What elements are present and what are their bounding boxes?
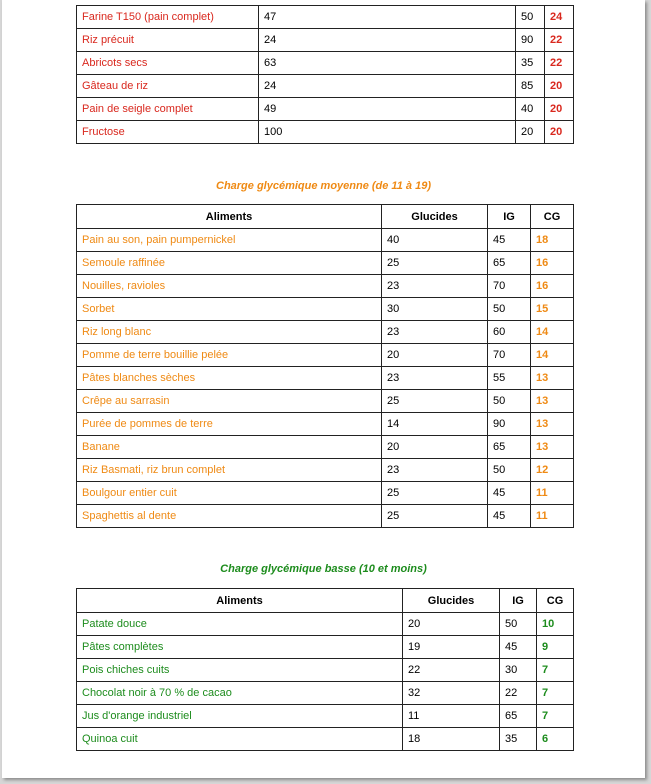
cell-glucides: 20 xyxy=(382,344,488,367)
table-row xyxy=(77,459,574,482)
cell-glucides: 25 xyxy=(382,390,488,413)
cell-ig: 50 xyxy=(488,298,531,321)
cell-cg: 7 xyxy=(537,705,574,728)
cell-glucides: 25 xyxy=(382,252,488,275)
cell-cg: 13 xyxy=(531,436,574,459)
cell-ig: 70 xyxy=(488,275,531,298)
table-row xyxy=(77,413,574,436)
cell-ig: 55 xyxy=(488,367,531,390)
table-row xyxy=(77,6,574,29)
high-gl-table xyxy=(76,5,574,144)
cell-cg: 14 xyxy=(531,344,574,367)
cell-aliment: Pâtes blanches sèches xyxy=(77,367,382,390)
table-row xyxy=(77,728,574,751)
cell-ig: 40 xyxy=(516,98,545,121)
cell-aliment: Nouilles, ravioles xyxy=(77,275,382,298)
cell-ig: 50 xyxy=(516,6,545,29)
cell-cg: 16 xyxy=(531,275,574,298)
cell-cg: 22 xyxy=(545,29,574,52)
cell-cg: 22 xyxy=(545,52,574,75)
table-row xyxy=(77,367,574,390)
cell-glucides: 20 xyxy=(382,436,488,459)
cell-glucides: 40 xyxy=(382,229,488,252)
cell-ig: 45 xyxy=(488,229,531,252)
cell-glucides: 11 xyxy=(403,705,500,728)
cell-ig: 22 xyxy=(500,682,537,705)
table-row xyxy=(77,705,574,728)
cell-cg: 18 xyxy=(531,229,574,252)
table-row xyxy=(77,98,574,121)
cell-glucides: 24 xyxy=(259,75,516,98)
cell-aliment: Semoule raffinée xyxy=(77,252,382,275)
cell-cg: 11 xyxy=(531,505,574,528)
cell-cg: 14 xyxy=(531,321,574,344)
cell-aliment: Crêpe au sarrasin xyxy=(77,390,382,413)
cell-glucides: 32 xyxy=(403,682,500,705)
table-row xyxy=(77,436,574,459)
cell-glucides: 63 xyxy=(259,52,516,75)
cell-cg: 7 xyxy=(537,659,574,682)
cell-ig: 60 xyxy=(488,321,531,344)
cell-glucides: 23 xyxy=(382,321,488,344)
cell-glucides: 30 xyxy=(382,298,488,321)
medium-gl-table xyxy=(76,204,574,528)
table-row xyxy=(77,252,574,275)
cell-ig: 35 xyxy=(500,728,537,751)
cell-cg: 20 xyxy=(545,75,574,98)
cell-aliment: Spaghettis al dente xyxy=(77,505,382,528)
cell-cg: 24 xyxy=(545,6,574,29)
cell-aliment: Fructose xyxy=(77,121,259,144)
cell-glucides: 23 xyxy=(382,367,488,390)
cell-aliment: Sorbet xyxy=(77,298,382,321)
cell-cg: 11 xyxy=(531,482,574,505)
header-ig: IG xyxy=(500,589,537,613)
cell-cg: 16 xyxy=(531,252,574,275)
table-row xyxy=(77,505,574,528)
cell-glucides: 47 xyxy=(259,6,516,29)
cell-aliment: Chocolat noir à 70 % de cacao xyxy=(77,682,403,705)
cell-cg: 9 xyxy=(537,636,574,659)
cell-glucides: 18 xyxy=(403,728,500,751)
cell-ig: 50 xyxy=(488,390,531,413)
table-row xyxy=(77,482,574,505)
cell-ig: 20 xyxy=(516,121,545,144)
low-gl-table xyxy=(76,588,574,751)
cell-cg: 12 xyxy=(531,459,574,482)
table-row xyxy=(77,275,574,298)
cell-ig: 45 xyxy=(500,636,537,659)
table-row xyxy=(77,29,574,52)
table-row xyxy=(77,75,574,98)
document-page xyxy=(2,0,645,778)
cell-aliment: Pomme de terre bouillie pelée xyxy=(77,344,382,367)
cell-ig: 30 xyxy=(500,659,537,682)
table-row xyxy=(77,52,574,75)
cell-glucides: 19 xyxy=(403,636,500,659)
header-cg: CG xyxy=(537,589,574,613)
cell-ig: 45 xyxy=(488,505,531,528)
cell-glucides: 23 xyxy=(382,275,488,298)
cell-glucides: 22 xyxy=(403,659,500,682)
cell-aliment: Pâtes complètes xyxy=(77,636,403,659)
cell-glucides: 23 xyxy=(382,459,488,482)
header-glucides: Glucides xyxy=(382,205,488,229)
cell-aliment: Farine T150 (pain complet) xyxy=(77,6,259,29)
table-row xyxy=(77,636,574,659)
cell-aliment: Pain au son, pain pumpernickel xyxy=(77,229,382,252)
table-row xyxy=(77,682,574,705)
cell-aliment: Pois chiches cuits xyxy=(77,659,403,682)
cell-cg: 15 xyxy=(531,298,574,321)
cell-cg: 13 xyxy=(531,390,574,413)
high-gl-table-body xyxy=(77,6,574,144)
cell-glucides: 25 xyxy=(382,482,488,505)
cell-glucides: 49 xyxy=(259,98,516,121)
cell-ig: 70 xyxy=(488,344,531,367)
cell-ig: 50 xyxy=(488,459,531,482)
cell-ig: 45 xyxy=(488,482,531,505)
table-row xyxy=(77,298,574,321)
header-aliments: Aliments xyxy=(77,589,403,613)
cell-aliment: Pain de seigle complet xyxy=(77,98,259,121)
cell-ig: 90 xyxy=(516,29,545,52)
table-row xyxy=(77,121,574,144)
cell-glucides: 14 xyxy=(382,413,488,436)
header-aliments: Aliments xyxy=(77,205,382,229)
cell-cg: 20 xyxy=(545,121,574,144)
cell-aliment: Patate douce xyxy=(77,613,403,636)
cell-glucides: 20 xyxy=(403,613,500,636)
low-gl-heading: Charge glycémique basse (10 et moins) xyxy=(220,563,427,575)
header-cg: CG xyxy=(531,205,574,229)
cell-aliment: Boulgour entier cuit xyxy=(77,482,382,505)
cell-aliment: Quinoa cuit xyxy=(77,728,403,751)
cell-cg: 20 xyxy=(545,98,574,121)
low-gl-table-body xyxy=(77,613,574,751)
low-gl-header-row xyxy=(77,589,574,613)
table-row xyxy=(77,229,574,252)
cell-aliment: Riz Basmati, riz brun complet xyxy=(77,459,382,482)
cell-aliment: Riz précuit xyxy=(77,29,259,52)
cell-cg: 13 xyxy=(531,413,574,436)
cell-aliment: Gâteau de riz xyxy=(77,75,259,98)
medium-gl-heading: Charge glycémique moyenne (de 11 à 19) xyxy=(216,180,431,192)
table-row xyxy=(77,659,574,682)
cell-aliment: Riz long blanc xyxy=(77,321,382,344)
cell-glucides: 25 xyxy=(382,505,488,528)
cell-glucides: 100 xyxy=(259,121,516,144)
table-row xyxy=(77,344,574,367)
cell-cg: 6 xyxy=(537,728,574,751)
cell-glucides: 24 xyxy=(259,29,516,52)
cell-ig: 90 xyxy=(488,413,531,436)
table-row xyxy=(77,613,574,636)
table-row xyxy=(77,321,574,344)
table-row xyxy=(77,390,574,413)
header-glucides: Glucides xyxy=(403,589,500,613)
cell-aliment: Purée de pommes de terre xyxy=(77,413,382,436)
cell-ig: 65 xyxy=(488,436,531,459)
medium-gl-table-body xyxy=(77,229,574,528)
cell-cg: 7 xyxy=(537,682,574,705)
medium-gl-header-row xyxy=(77,205,574,229)
cell-cg: 13 xyxy=(531,367,574,390)
cell-aliment: Abricots secs xyxy=(77,52,259,75)
cell-ig: 50 xyxy=(500,613,537,636)
cell-aliment: Banane xyxy=(77,436,382,459)
cell-cg: 10 xyxy=(537,613,574,636)
cell-ig: 35 xyxy=(516,52,545,75)
cell-ig: 65 xyxy=(500,705,537,728)
cell-aliment: Jus d'orange industriel xyxy=(77,705,403,728)
header-ig: IG xyxy=(488,205,531,229)
cell-ig: 65 xyxy=(488,252,531,275)
cell-ig: 85 xyxy=(516,75,545,98)
